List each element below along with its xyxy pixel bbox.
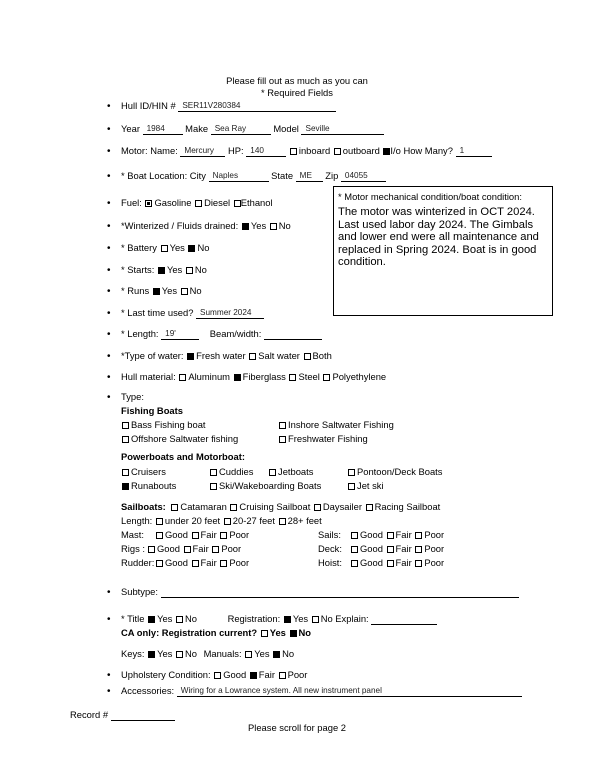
last-used-field[interactable] [196,308,264,319]
manuals-yes-checkbox[interactable] [245,651,252,658]
deck-fair-checkbox[interactable] [387,546,394,553]
salt-water-label: Salt water [258,350,300,361]
battery-label: * Battery [121,242,157,253]
hoist-good-checkbox[interactable] [351,560,358,567]
type-label: Type: [121,391,144,402]
bullet: • [107,221,111,232]
ca-no-checkbox[interactable] [290,630,297,637]
winterized-no-checkbox[interactable] [270,223,277,230]
runs-label: * Runs [121,285,150,296]
good-label: Good [360,529,383,540]
sails-poor-checkbox[interactable] [415,532,422,539]
no-label: No [189,285,202,296]
fuel-label: Fuel: [121,197,142,208]
inshore-checkbox[interactable] [279,422,286,429]
accessories-row [121,685,522,697]
ca-label: CA only: Registration current? [121,627,258,638]
aluminum-label: Aluminum [188,371,230,382]
bass-label: Bass Fishing boat [131,419,206,430]
deck-poor-checkbox[interactable] [415,546,422,553]
fuel-row [121,197,273,209]
poor-label: Poor [424,543,445,554]
starts-yes-checkbox[interactable] [158,267,165,274]
hoist-row [318,557,444,569]
inboard-checkbox[interactable] [290,148,297,155]
pontoon-label: Pontoon/Deck Boats [357,466,443,477]
cuddies-label: Cuddies [219,466,254,477]
record-label: Record # [70,709,109,720]
location-row [121,170,386,182]
sailboat-row [121,501,440,513]
model-value: Seville [305,124,330,133]
sails-row [318,529,444,541]
mast-fair-checkbox[interactable] [192,532,199,539]
model-field[interactable] [301,124,384,135]
title-no-checkbox[interactable] [176,616,183,623]
yes-label: Yes [157,613,173,624]
state-field[interactable] [296,171,323,182]
subtype-field[interactable] [161,587,519,598]
accessories-label: Accessories: [121,685,175,696]
bullet: • [107,101,111,112]
instructions: Please fill out as much as you can [226,75,368,86]
yes-label: Yes [254,648,270,659]
model-label: Model [273,123,299,134]
hoist-label: Hoist: [318,557,342,568]
starts-row [121,264,207,276]
hull-material-row [121,371,386,383]
sail-length-row [121,515,322,527]
mast-label: Mast: [121,529,144,540]
over28-label: 28+ feet [287,515,322,526]
rudder-label: Rudder: [121,557,155,568]
hull-label: Hull ID/HIN # [121,100,176,111]
hull-value: SER11V280384 [182,101,241,110]
cruising-checkbox[interactable] [230,504,237,511]
subtype-label: Subtype: [121,586,159,597]
yes-label: Yes [169,242,185,253]
mast-row [121,529,249,541]
ethanol-label: Ethanol [240,197,273,208]
offshore-label: Offshore Saltwater fishing [131,433,239,444]
sail-length-label: Length: [121,515,153,526]
jetboats-checkbox[interactable] [269,469,276,476]
beam-label: Beam/width: [209,328,262,339]
bullet: • [107,171,111,182]
fiberglass-label: Fiberglass [242,371,286,382]
fishing-title: Fishing Boats [121,405,183,416]
yes-label: Yes [161,285,178,296]
jetboats-label: Jetboats [278,466,314,477]
fair-label: Fair [395,529,412,540]
good-label: Good [360,543,383,554]
starts-label: * Starts: [121,264,155,275]
motor-label: Motor: [121,145,148,156]
inshore-option [278,419,394,431]
cruisers-checkbox[interactable] [122,469,129,476]
yes-label: Yes [157,648,173,659]
starts-no-checkbox[interactable] [186,267,193,274]
ski-label: Ski/Wakeboarding Boats [219,480,322,491]
city-label: * Boat Location: City [121,170,206,181]
subtype-row [121,586,519,598]
sail-title: Sailboats: [121,501,166,512]
bullet: • [107,329,111,340]
salt-water-checkbox[interactable] [249,353,256,360]
no-label: No [282,648,295,659]
sails-label: Sails: [318,529,341,540]
yes-label: Yes [250,220,267,231]
l2027-label: 20-27 feet [232,515,275,526]
rudder-poor-checkbox[interactable] [220,560,227,567]
hull-field[interactable] [178,101,336,112]
fiberglass-checkbox[interactable] [234,374,241,381]
polyethylene-label: Polyethylene [332,371,387,382]
cruisers-option [121,466,166,478]
motor-name-label: Name: [150,145,178,156]
yes-label: Yes [166,264,183,275]
title-yes-checkbox[interactable] [148,616,155,623]
outboard-label: outboard [342,145,380,156]
runabouts-option [121,480,176,492]
zip-value: 04055 [344,171,368,180]
how-many-field[interactable] [456,146,492,157]
mast-good-checkbox[interactable] [156,532,163,539]
hp-field[interactable] [246,146,286,157]
poor-label: Poor [229,557,250,568]
offshore-option [121,433,238,445]
yes-label: Yes [292,613,309,624]
good-label: Good [360,557,383,568]
rudder-fair-checkbox[interactable] [192,560,199,567]
daysailer-checkbox[interactable] [314,504,321,511]
deck-label: Deck: [318,543,342,554]
hull-material-label: Hull material: [121,371,176,382]
hoist-poor-checkbox[interactable] [415,560,422,567]
rudder-row [121,557,249,569]
diesel-checkbox[interactable] [195,200,202,207]
good-label: Good [165,557,188,568]
bass-option [121,419,206,431]
winterized-yes-checkbox[interactable] [242,223,249,230]
required-note: * Required Fields [261,87,333,98]
both-label: Both [312,350,332,361]
zip-field[interactable] [341,171,386,182]
runabouts-label: Runabouts [131,480,177,491]
deck-row [318,543,444,555]
condition-title: * Motor mechanical condition/boat condition: [338,191,522,202]
upholstery-row [121,669,307,681]
polyethylene-checkbox[interactable] [323,374,330,381]
jetski-label: Jet ski [357,480,384,491]
ethanol-checkbox[interactable] [234,200,241,207]
outboard-checkbox[interactable] [334,148,341,155]
how-many-label: How Many? [403,145,453,156]
bullet: • [107,286,111,297]
registration-label: Registration: [227,613,281,624]
bullet: • [107,587,111,598]
last-used-label: * Last time used? [121,307,194,318]
aluminum-checkbox[interactable] [179,374,186,381]
hp-label: HP: [228,145,244,156]
bullet: • [107,243,111,254]
both-checkbox[interactable] [304,353,311,360]
rigs-fair-checkbox[interactable] [184,546,191,553]
manuals-label: Manuals: [203,648,242,659]
beam-field[interactable] [264,329,322,340]
jetski-checkbox[interactable] [348,483,355,490]
water-label: *Type of water: [121,350,184,361]
inboard-label: inboard [298,145,331,156]
l2027-checkbox[interactable] [224,518,231,525]
daysailer-label: Daysailer [322,501,362,512]
fair-label: Fair [395,543,412,554]
catamaran-label: Catamaran [180,501,227,512]
rigs-good-checkbox[interactable] [148,546,155,553]
poor-label: Poor [221,543,242,554]
under20-checkbox[interactable] [156,518,163,525]
bullet: • [107,372,111,383]
city-field[interactable] [209,171,269,182]
winterized-row [121,220,291,232]
no-label: No [298,627,312,638]
poor-label: Poor [287,669,308,680]
steel-label: Steel [298,371,320,382]
no-label: No [184,613,197,624]
no-label: No [194,264,207,275]
fresh-water-label: Fresh water [196,350,246,361]
keys-yes-checkbox[interactable] [148,651,155,658]
length-label: * Length: [121,328,159,339]
city-value: Naples [212,171,239,180]
catamaran-checkbox[interactable] [171,504,178,511]
make-value: Sea Ray [214,124,247,133]
runs-no-checkbox[interactable] [181,288,188,295]
racing-label: Racing Sailboat [374,501,441,512]
bullet: • [107,614,111,625]
power-title: Powerboats and Motorboat: [121,451,245,462]
registration-no-checkbox[interactable] [312,616,319,623]
upholstery-poor-checkbox[interactable] [279,672,286,679]
mast-poor-checkbox[interactable] [220,532,227,539]
year-value: 1984 [146,124,165,133]
bullet: • [107,265,111,276]
make-field[interactable] [211,124,271,135]
jetski-option [347,480,384,492]
rigs-label: Rigs : [121,543,145,554]
bullet: • [107,670,111,681]
no-label: No [184,648,197,659]
explain-label: No Explain: [320,613,369,624]
water-row [121,350,332,362]
gasoline-label: Gasoline [154,197,192,208]
no-label: No [278,220,291,231]
rigs-row [121,543,241,555]
condition-text: The motor was winterized in OCT 2024. Last used labor day 2024. The Gimbals and lower end were all maintenance and replaced in Spring 2024. Boat is in good condition. [338,206,539,269]
accessories-field[interactable] [177,686,522,697]
year-field[interactable] [143,124,183,135]
last-used-value: Summer 2024 [200,308,252,317]
length-row [121,328,322,340]
keys-no-checkbox[interactable] [176,651,183,658]
poor-label: Poor [229,529,250,540]
accessories-value: Wiring for a Lowrance system. All new instrument panel [180,686,382,695]
racing-checkbox[interactable] [366,504,373,511]
motor-row [121,145,492,157]
length-value: 19' [165,329,176,338]
no-label: No [197,242,210,253]
title-row [121,613,437,625]
fair-label: Fair [200,557,217,568]
good-label: Good [157,543,180,554]
bass-checkbox[interactable] [122,422,129,429]
keys-row [121,648,294,660]
manuals-no-checkbox[interactable] [273,651,280,658]
inshore-label: Inshore Saltwater Fishing [288,419,394,430]
hull-row [121,100,336,112]
footer-note: Please scroll for page 2 [248,722,346,733]
over28-checkbox[interactable] [279,518,286,525]
ski-checkbox[interactable] [210,483,217,490]
motor-name-field[interactable] [180,146,225,157]
length-field[interactable] [161,329,199,340]
gasoline-checkbox[interactable] [145,200,152,207]
freshwater-option [278,433,368,445]
fair-label: Fair [200,529,217,540]
deck-good-checkbox[interactable] [351,546,358,553]
motor-name-value: Mercury [184,146,214,155]
ski-option [209,480,321,492]
battery-no-checkbox[interactable] [188,245,195,252]
cuddies-option [209,466,253,478]
cruising-label: Cruising Sailboat [239,501,311,512]
rudder-good-checkbox[interactable] [156,560,163,567]
battery-row [121,242,209,254]
bullet: • [107,146,111,157]
make-label: Make [185,123,209,134]
hp-value: 140 [250,146,264,155]
keys-label: Keys: [121,648,145,659]
pontoon-option [347,466,442,478]
hoist-fair-checkbox[interactable] [387,560,394,567]
freshwater-label: Freshwater Fishing [288,433,368,444]
diesel-label: Diesel [204,197,231,208]
good-label: Good [165,529,188,540]
fair-label: Fair [192,543,209,554]
runabouts-checkbox[interactable] [122,483,129,490]
fair-label: Fair [395,557,412,568]
ca-yes-checkbox[interactable] [261,630,268,637]
poor-label: Poor [424,557,445,568]
cruisers-label: Cruisers [131,466,166,477]
poor-label: Poor [424,529,445,540]
upholstery-fair-checkbox[interactable] [250,672,257,679]
yes-label: Yes [269,627,286,638]
ca-row [121,627,311,639]
under20-label: under 20 feet [164,515,221,526]
rigs-poor-checkbox[interactable] [212,546,219,553]
sails-good-checkbox[interactable] [351,532,358,539]
record-row [70,709,175,721]
io-label: I/o [390,145,401,156]
state-value: ME [299,171,312,180]
state-label: State [271,170,294,181]
condition-box[interactable] [333,186,553,316]
zip-label: Zip [325,170,339,181]
year-label: Year [121,123,140,134]
registration-yes-checkbox[interactable] [284,616,291,623]
how-many-value: 1 [459,146,465,155]
winterized-label: *Winterized / Fluids drained: [121,220,239,231]
bullet: • [107,392,111,403]
pontoon-checkbox[interactable] [348,469,355,476]
good-label: Good [223,669,247,680]
year-row [121,123,384,135]
battery-yes-checkbox[interactable] [161,245,168,252]
bullet: • [107,124,111,135]
upholstery-label: Upholstery Condition: [121,669,211,680]
record-field[interactable] [111,710,175,721]
freshwater-checkbox[interactable] [279,436,286,443]
bullet: • [107,198,111,209]
last-used-row [121,307,264,319]
runs-yes-checkbox[interactable] [153,288,160,295]
bullet: • [107,308,111,319]
steel-checkbox[interactable] [289,374,296,381]
jetboats-option [268,466,313,478]
bullet: • [107,686,111,697]
upholstery-good-checkbox[interactable] [214,672,221,679]
bullet: • [107,351,111,362]
sails-fair-checkbox[interactable] [387,532,394,539]
fresh-water-checkbox[interactable] [187,353,194,360]
offshore-checkbox[interactable] [122,436,129,443]
cuddies-checkbox[interactable] [210,469,217,476]
fair-label: Fair [258,669,275,680]
explain-field[interactable] [371,614,437,625]
title-label: * Title [121,613,145,624]
runs-row [121,285,202,297]
